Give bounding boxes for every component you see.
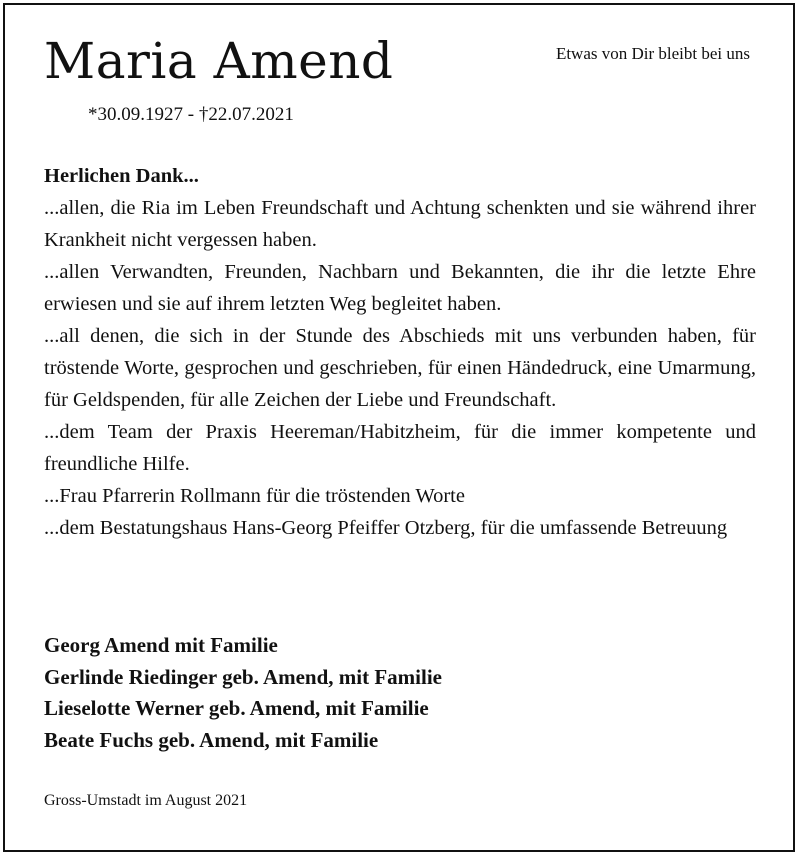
thanks-paragraph: ...all denen, die sich in der Stunde des Abschieds mit uns verbunden haben, für tröstende Worte, gesprochen und geschrieben, für einen Händedruck, eine Umarmung, für Geldspenden, für alle Zeichen der Liebe und Freundschaft. <box>44 325 756 411</box>
thanks-paragraph: ...allen Verwandten, Freunden, Nachbarn und Bekannten, die ihr die letzte Ehre erwiesen und sie auf ihrem letzten Weg begleitet haben. <box>44 261 756 315</box>
thanks-paragraph: ...allen, die Ria im Leben Freundschaft und Achtung schenkten und sie während ihrer Krankheit nicht vergessen haben. <box>44 197 756 251</box>
deceased-name: Maria Amend <box>44 32 394 90</box>
signatures <box>44 630 756 756</box>
life-dates: *30.09.1927 - †22.07.2021 <box>88 104 294 125</box>
thank-you-text <box>44 160 756 544</box>
thanks-paragraph: ...Frau Pfarrerin Rollmann für die tröstenden Worte <box>44 485 465 507</box>
thanks-paragraph: ...dem Bestatungshaus Hans-Georg Pfeiffer Otzberg, für die umfassende Betreuung <box>44 517 728 539</box>
place-date: Gross-Umstadt im August 2021 <box>44 792 248 809</box>
thank-you-heading: Herlichen Dank... <box>44 165 199 187</box>
signature-line: Beate Fuchs geb. Amend, mit Familie <box>44 727 379 752</box>
signature-line: Gerlinde Riedinger geb. Amend, mit Familie <box>44 664 442 689</box>
motto: Etwas von Dir bleibt bei uns <box>555 44 750 63</box>
thanks-paragraph: ...dem Team der Praxis Heereman/Habitzheim, für die immer kompetente und freundliche Hilfe. <box>44 421 756 475</box>
signature-line: Georg Amend mit Familie <box>44 633 278 657</box>
signature-line: Lieselotte Werner geb. Amend, mit Familie <box>44 696 429 720</box>
